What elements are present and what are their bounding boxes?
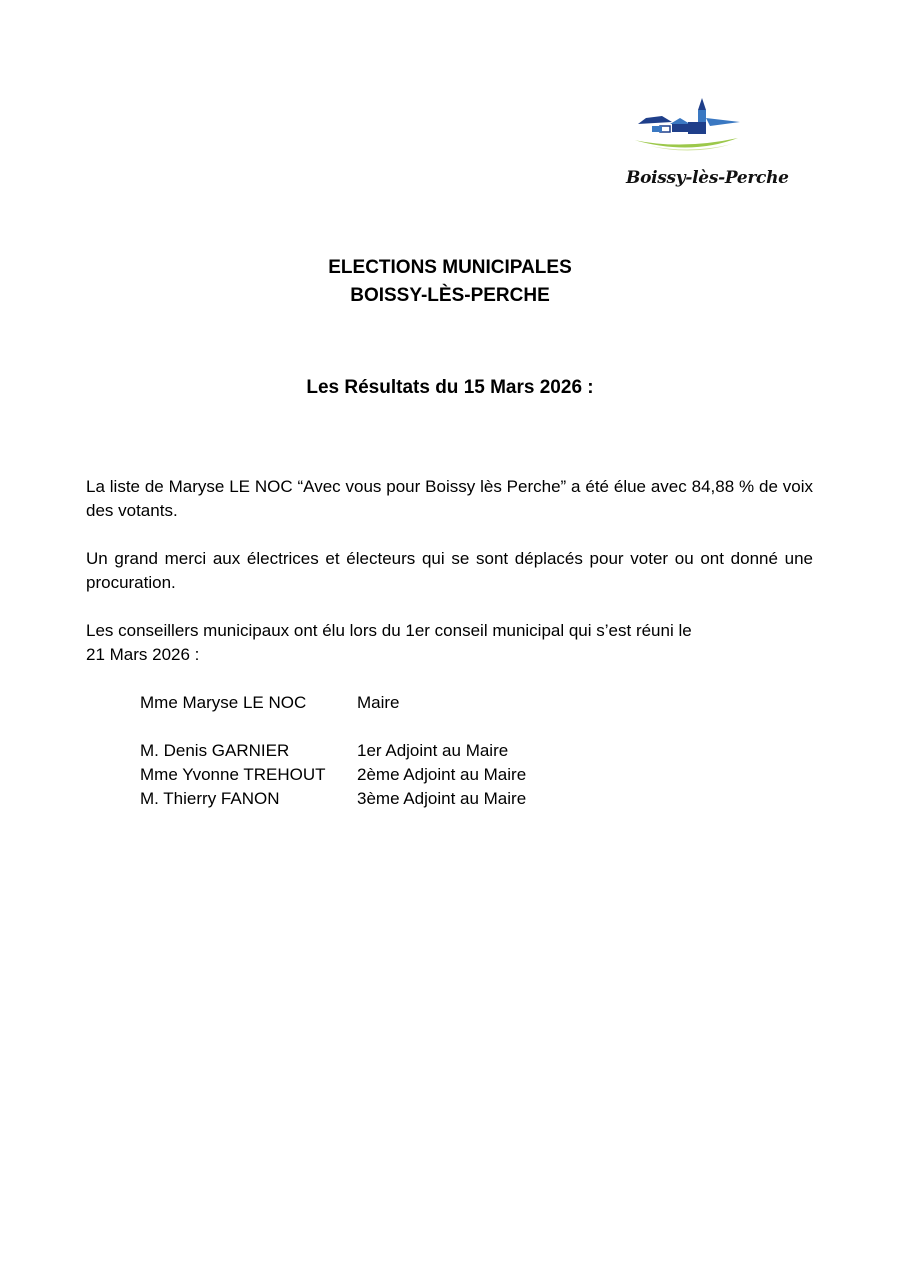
election-result-paragraph: La liste de Maryse LE NOC “Avec vous pour Boissy lès Perche” a été élue avec 84,88 % de voix des votants. <box>86 477 813 520</box>
official-row <box>140 763 526 787</box>
results-heading: Les Résultats du 15 Mars 2026 : <box>306 377 594 398</box>
official-row <box>140 787 526 811</box>
official-role: Maire <box>357 693 400 712</box>
official-role: 2ème Adjoint au Maire <box>357 765 527 784</box>
official-name: Mme Yvonne TREHOUT <box>140 765 326 784</box>
official-name: Mme Maryse LE NOC <box>140 693 307 712</box>
council-paragraph <box>86 619 786 667</box>
village-houses-icon <box>632 96 742 158</box>
page-title-line1: ELECTIONS MUNICIPALES <box>328 257 572 278</box>
council-paragraph-line1: Les conseillers municipaux ont élu lors du 1er conseil municipal qui s’est réuni le <box>86 621 692 640</box>
official-name: M. Denis GARNIER <box>140 741 290 760</box>
village-logo <box>626 96 789 196</box>
official-row <box>140 691 400 715</box>
official-role: 3ème Adjoint au Maire <box>357 789 527 808</box>
logo-text: Boissy-lès-Perche <box>626 168 789 188</box>
council-paragraph-line2: 21 Mars 2026 : <box>86 645 200 664</box>
official-name: M. Thierry FANON <box>140 789 280 808</box>
official-row <box>140 739 508 763</box>
official-role: 1er Adjoint au Maire <box>357 741 509 760</box>
thanks-paragraph: Un grand merci aux électrices et électeurs qui se sont déplacés pour voter ou ont donné une procuration. <box>86 549 813 592</box>
page-title-line2: BOISSY-LÈS-PERCHE <box>350 285 550 306</box>
